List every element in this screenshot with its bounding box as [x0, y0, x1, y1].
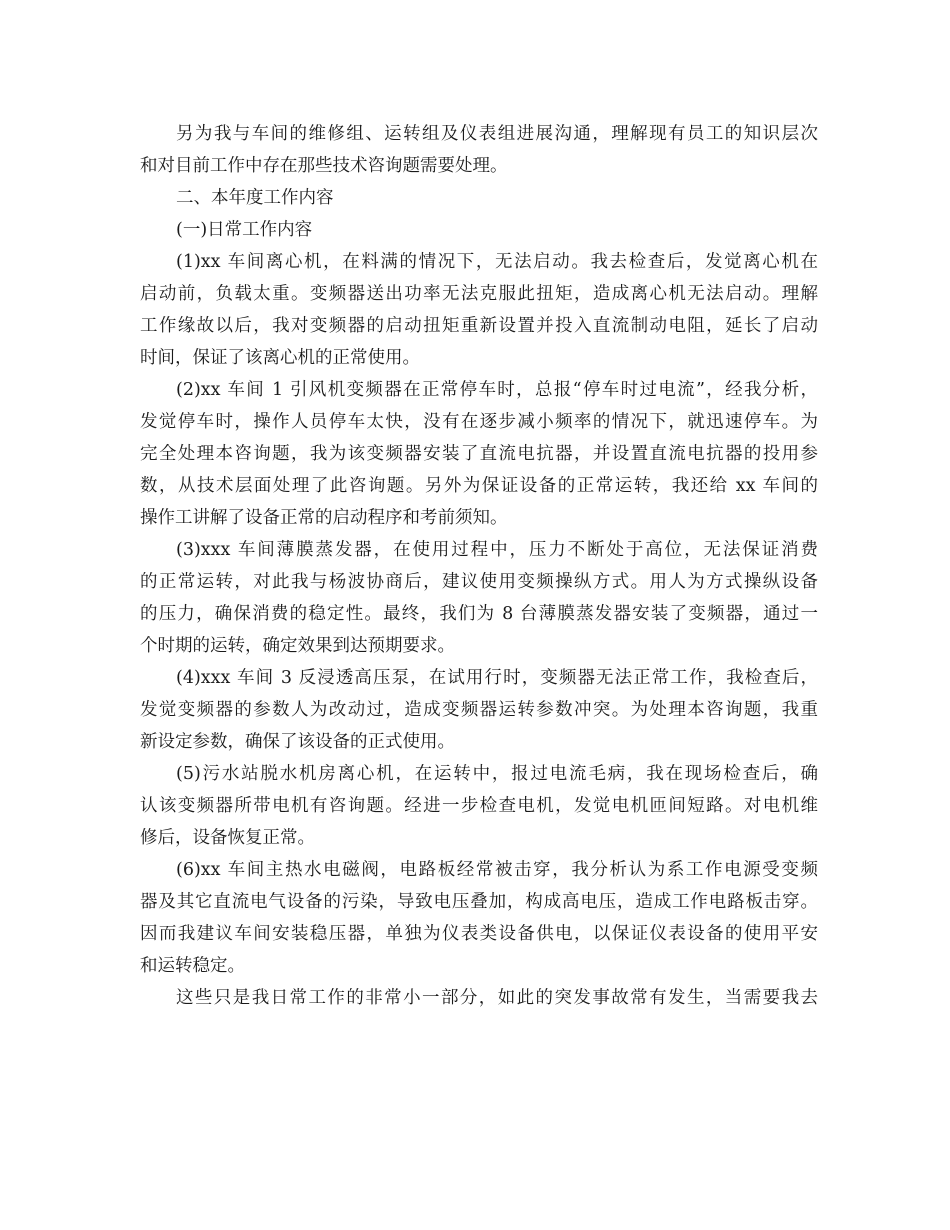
- text-line: 另为我与车间的维修组、运转组及仪表组进展沟通，理解现有员工的知识层次: [176, 124, 818, 144]
- text-line: (4)xxx 车间 3 反浸透高压泵，在试用行时，变频器无法正常工作，我检查后，: [176, 668, 818, 688]
- document-body: [140, 118, 818, 1014]
- text-line: 启动前，负载太重。变频器送出功率无法克服此扭矩，造成离心机无法启动。理解: [140, 284, 818, 304]
- text-line: (6)xx 车间主热水电磁阀，电路板经常被击穿，我分析认为系工作电源受变频: [176, 860, 818, 880]
- text-line: (5)污水站脱水机房离心机，在运转中，报过电流毛病，我在现场检查后，确: [176, 764, 818, 784]
- text-line: 的压力，确保消费的稳定性。最终，我们为 8 台薄膜蒸发器安装了变频器，通过一: [140, 604, 818, 624]
- text-line: (3)xxx 车间薄膜蒸发器，在使用过程中，压力不断处于高位，无法保证消费: [176, 540, 818, 560]
- text-line: 发觉停车时，操作人员停车太快，没有在逐步减小频率的情况下，就迅速停车。为: [140, 412, 818, 432]
- text-line: (2)xx 车间 1 引风机变频器在正常停车时，总报“停车时过电流”，经我分析，: [176, 380, 818, 400]
- text-line: 发觉变频器的参数人为改动过，造成变频器运转参数冲突。为处理本咨询题，我重: [140, 700, 818, 720]
- text-line: 因而我建议车间安装稳压器，单独为仪表类设备供电，以保证仪表设备的使用平安: [140, 924, 818, 944]
- text-line: 和对目前工作中存在那些技术咨询题需要处理。: [140, 156, 508, 176]
- text-line: 完全处理本咨询题，我为该变频器安装了直流电抗器，并设置直流电抗器的投用参: [140, 444, 818, 464]
- subsection-heading: (一)日常工作内容: [176, 220, 313, 240]
- text-line: 的正常运转，对此我与杨波协商后，建议使用变频操纵方式。用人为方式操纵设备: [140, 572, 818, 592]
- section-heading: 二、本年度工作内容: [176, 188, 334, 208]
- text-line: 工作缘故以后，我对变频器的启动扭矩重新设置并投入直流制动电阻，延长了启动: [140, 316, 818, 336]
- text-line: 个时期的运转，确定效果到达预期要求。: [140, 636, 455, 656]
- text-line: 修后，设备恢复正常。: [140, 828, 315, 848]
- text-line: 器及其它直流电气设备的污染，导致电压叠加，构成高电压，造成工作电路板击穿。: [140, 892, 818, 912]
- text-line: 新设定参数，确保了该设备的正式使用。: [140, 732, 455, 752]
- text-line: 操作工讲解了设备正常的启动程序和考前须知。: [140, 508, 508, 528]
- text-line: (1)xx 车间离心机，在料满的情况下，无法启动。我去检查后，发觉离心机在: [176, 252, 818, 272]
- text-line: 这些只是我日常工作的非常小一部分，如此的突发事故常有发生，当需要我去: [176, 988, 818, 1008]
- text-line: 和运转稳定。: [140, 956, 245, 976]
- text-line: 数，从技术层面处理了此咨询题。另外为保证设备的正常运转，我还给 xx 车间的: [140, 476, 818, 496]
- text-line: 时间，保证了该离心机的正常使用。: [140, 348, 420, 368]
- text-line: 认该变频器所带电机有咨询题。经进一步检查电机，发觉电机匝间短路。对电机维: [140, 796, 818, 816]
